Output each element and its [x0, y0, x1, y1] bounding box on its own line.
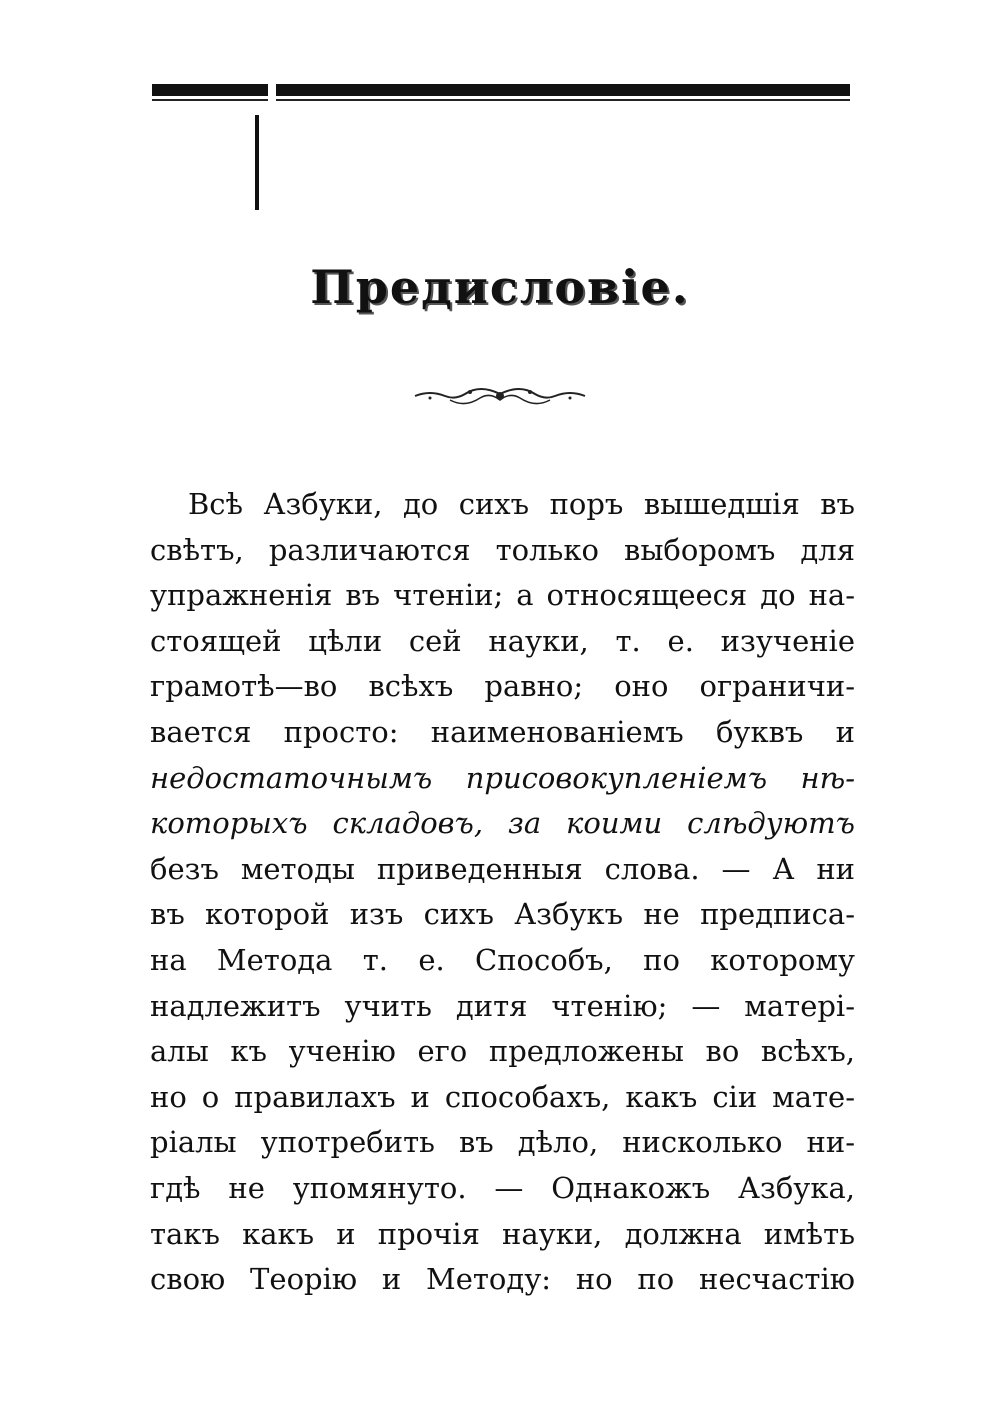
text-line: упражненія въ чтеніи; а относящееся до на- [150, 578, 855, 613]
text-line: алы къ ученію его предложены во всѣхъ, [150, 1034, 855, 1069]
vertical-bar [255, 115, 259, 210]
text-line: грамотѣ—во всѣхъ равно; оно ограничи- [150, 669, 855, 704]
text-line: но о правилахъ и способахъ, какъ сіи мате- [150, 1079, 855, 1114]
text-line: ріалы употребить въ дѣло, нисколько ни- [150, 1125, 855, 1160]
page-heading: Предисловіе. [310, 260, 690, 314]
text-line: свою Теорію и Методу: но по несчастію [150, 1262, 855, 1297]
ornament-divider [410, 380, 590, 412]
text-line: недостаточнымъ присовокупленіемъ нѣ- [150, 760, 855, 795]
text-line: безъ методы приведенныя слова. — А ни [150, 851, 855, 886]
text-line: свѣтъ, различаются только выборомъ для [150, 532, 855, 567]
body-paragraph [150, 482, 855, 1303]
text-line: гдѣ не упомянуто. — Однакожъ Азбука, [150, 1170, 855, 1205]
text-line: на Метода т. е. Способъ, по которому [150, 942, 855, 977]
text-line: надлежитъ учить дитя чтенію; — матері- [150, 988, 855, 1023]
text-line: стоящей цѣли сей науки, т. е. изученіе [150, 623, 855, 658]
text-line: въ которой изъ сихъ Азбукъ не предписа- [150, 897, 855, 932]
top-rule-right [276, 84, 850, 96]
text-line: вается просто: наименованіемъ буквъ и [150, 714, 855, 749]
text-line: такъ какъ и прочія науки, должна имѣть [150, 1216, 855, 1251]
text-line: Всѣ Азбуки, до сихъ поръ вышедшія въ [188, 487, 855, 521]
text-line: которыхъ складовъ, за коими слѣдуютъ [150, 806, 855, 841]
top-rule-left [152, 84, 268, 96]
